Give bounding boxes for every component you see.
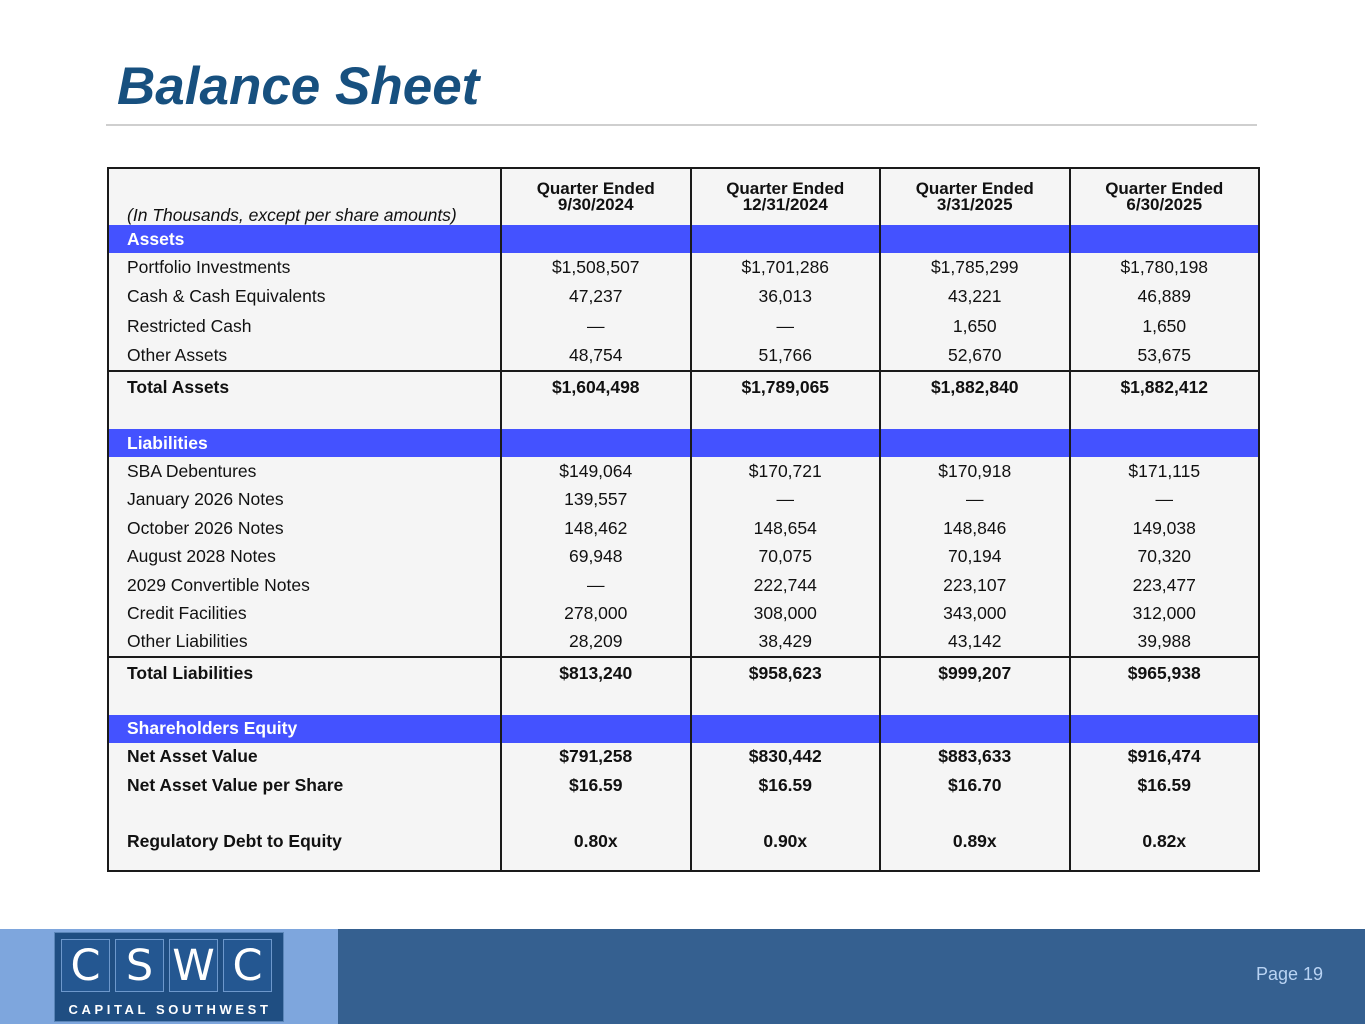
row-label: Total Liabilities: [108, 657, 501, 715]
page-title: Balance Sheet: [117, 57, 480, 116]
cell-value: 39,988: [1070, 628, 1260, 657]
column-header-date: 6/30/2025: [1126, 195, 1203, 214]
table-row: [108, 571, 1259, 600]
footer-logo-panel: [0, 929, 338, 1024]
section-label: Assets: [108, 225, 501, 253]
column-header-date: 9/30/2024: [557, 195, 634, 214]
cell-value: $16.70: [880, 771, 1070, 800]
cell-value: —: [691, 486, 881, 515]
table-row: [108, 828, 1259, 871]
row-label: October 2026 Notes: [127, 517, 284, 538]
cell-value: $16.59: [1070, 771, 1260, 800]
cell-value: 47,237: [501, 282, 691, 311]
column-header: [1070, 168, 1260, 225]
balance-sheet-table: [107, 167, 1260, 872]
column-header-date: 12/31/2024: [742, 195, 828, 214]
table-row: [108, 253, 1259, 282]
cell-value: 70,075: [691, 543, 881, 572]
cell-value: $958,623: [691, 657, 881, 715]
logo-letters: [61, 939, 272, 992]
company-logo: [54, 932, 284, 1022]
footer-bar: [0, 929, 1365, 1024]
table-row: [108, 341, 1259, 371]
cell-value: $16.59: [691, 771, 881, 800]
spacer-row: [108, 800, 1259, 828]
cell-value: $1,604,498: [501, 371, 691, 429]
row-label: Portfolio Investments: [127, 257, 291, 277]
row-label: Restricted Cash: [127, 315, 252, 336]
cell-value: 0.82x: [1070, 828, 1260, 871]
table-header-row: [108, 168, 1259, 225]
section-label: Liabilities: [108, 429, 501, 457]
section-label: Shareholders Equity: [108, 715, 501, 743]
table-row: [108, 457, 1259, 486]
table-row: [108, 743, 1259, 772]
cell-value: 343,000: [880, 600, 1070, 629]
cell-value: $1,882,840: [880, 371, 1070, 429]
section-header-equity: [108, 715, 1259, 743]
cell-value: $791,258: [501, 743, 691, 772]
cell-value: $916,474: [1070, 743, 1260, 772]
cell-value: 70,320: [1070, 543, 1260, 572]
cell-value: $170,721: [691, 457, 881, 486]
cell-value: $1,780,198: [1070, 253, 1260, 282]
table-row: [108, 600, 1259, 629]
cell-value: 1,650: [880, 311, 1070, 341]
column-header: [691, 168, 881, 225]
cell-value: 312,000: [1070, 600, 1260, 629]
cell-value: 46,889: [1070, 282, 1260, 311]
cell-value: 149,038: [1070, 514, 1260, 543]
cell-value: 53,675: [1070, 341, 1260, 371]
column-header-line1: Quarter Ended: [536, 179, 655, 198]
cell-value: 0.89x: [880, 828, 1070, 871]
cell-value: $170,918: [880, 457, 1070, 486]
column-header: [880, 168, 1070, 225]
cell-value: 43,221: [880, 282, 1070, 311]
cell-value: $883,633: [880, 743, 1070, 772]
row-label: Total Assets: [108, 371, 501, 429]
cell-value: 148,654: [691, 514, 881, 543]
table-row: [108, 628, 1259, 657]
cell-value: 139,557: [501, 486, 691, 515]
table-row: [108, 282, 1259, 311]
cell-value: $830,442: [691, 743, 881, 772]
logo-letter: C: [61, 939, 110, 992]
cell-value: 148,462: [501, 514, 691, 543]
cell-value: 38,429: [691, 628, 881, 657]
column-header: [501, 168, 691, 225]
cell-value: 51,766: [691, 341, 881, 371]
units-note: (In Thousands, except per share amounts): [108, 168, 501, 225]
total-row: [108, 657, 1259, 715]
cell-value: 0.80x: [501, 828, 691, 871]
cell-value: —: [501, 571, 691, 600]
logo-letter: S: [115, 939, 164, 992]
cell-value: $965,938: [1070, 657, 1260, 715]
cell-value: 278,000: [501, 600, 691, 629]
row-label: Net Asset Value per Share: [127, 774, 344, 795]
cell-value: $171,115: [1070, 457, 1260, 486]
cell-value: 43,142: [880, 628, 1070, 657]
cell-value: 222,744: [691, 571, 881, 600]
row-label: Other Liabilities: [127, 631, 248, 652]
cell-value: 69,948: [501, 543, 691, 572]
row-label: 2029 Convertible Notes: [127, 574, 310, 595]
cell-value: 70,194: [880, 543, 1070, 572]
cell-value: $1,882,412: [1070, 371, 1260, 429]
cell-value: 28,209: [501, 628, 691, 657]
table-row: [108, 311, 1259, 341]
cell-value: 308,000: [691, 600, 881, 629]
cell-value: $1,789,065: [691, 371, 881, 429]
row-label: Regulatory Debt to Equity: [127, 830, 342, 851]
cell-value: 148,846: [880, 514, 1070, 543]
table-row: [108, 486, 1259, 515]
cell-value: —: [1070, 486, 1260, 515]
cell-value: —: [501, 311, 691, 341]
row-label: August 2028 Notes: [127, 546, 276, 567]
row-label: Net Asset Value: [127, 746, 258, 767]
table-row: [108, 514, 1259, 543]
cell-value: 1,650: [1070, 311, 1260, 341]
cell-value: 223,107: [880, 571, 1070, 600]
row-label: SBA Debentures: [127, 460, 257, 481]
cell-value: $999,207: [880, 657, 1070, 715]
section-header-assets: [108, 225, 1259, 253]
title-divider: [106, 124, 1257, 126]
cell-value: $1,508,507: [501, 253, 691, 282]
cell-value: —: [880, 486, 1070, 515]
row-label: Other Assets: [127, 345, 228, 365]
row-label: Credit Facilities: [127, 603, 247, 624]
cell-value: 223,477: [1070, 571, 1260, 600]
column-header-line1: Quarter Ended: [726, 179, 845, 198]
row-label: January 2026 Notes: [127, 489, 284, 510]
total-row: [108, 371, 1259, 429]
cell-value: —: [691, 311, 881, 341]
section-header-liabilities: [108, 429, 1259, 457]
cell-value: $149,064: [501, 457, 691, 486]
cell-value: 52,670: [880, 341, 1070, 371]
column-header-date: 3/31/2025: [936, 195, 1013, 214]
cell-value: 36,013: [691, 282, 881, 311]
cell-value: $1,701,286: [691, 253, 881, 282]
cell-value: $1,785,299: [880, 253, 1070, 282]
cell-value: $16.59: [501, 771, 691, 800]
logo-letter: W: [169, 939, 218, 992]
page-number: Page 19: [1255, 964, 1323, 984]
table-row: [108, 771, 1259, 800]
table-row: [108, 543, 1259, 572]
column-header-line1: Quarter Ended: [915, 179, 1034, 198]
logo-letter: C: [223, 939, 272, 992]
cell-value: 0.90x: [691, 828, 881, 871]
logo-subtitle: CAPITAL SOUTHWEST: [68, 1002, 272, 1017]
cell-value: $813,240: [501, 657, 691, 715]
column-header-line1: Quarter Ended: [1105, 179, 1224, 198]
cell-value: 48,754: [501, 341, 691, 371]
row-label: Cash & Cash Equivalents: [127, 286, 326, 306]
